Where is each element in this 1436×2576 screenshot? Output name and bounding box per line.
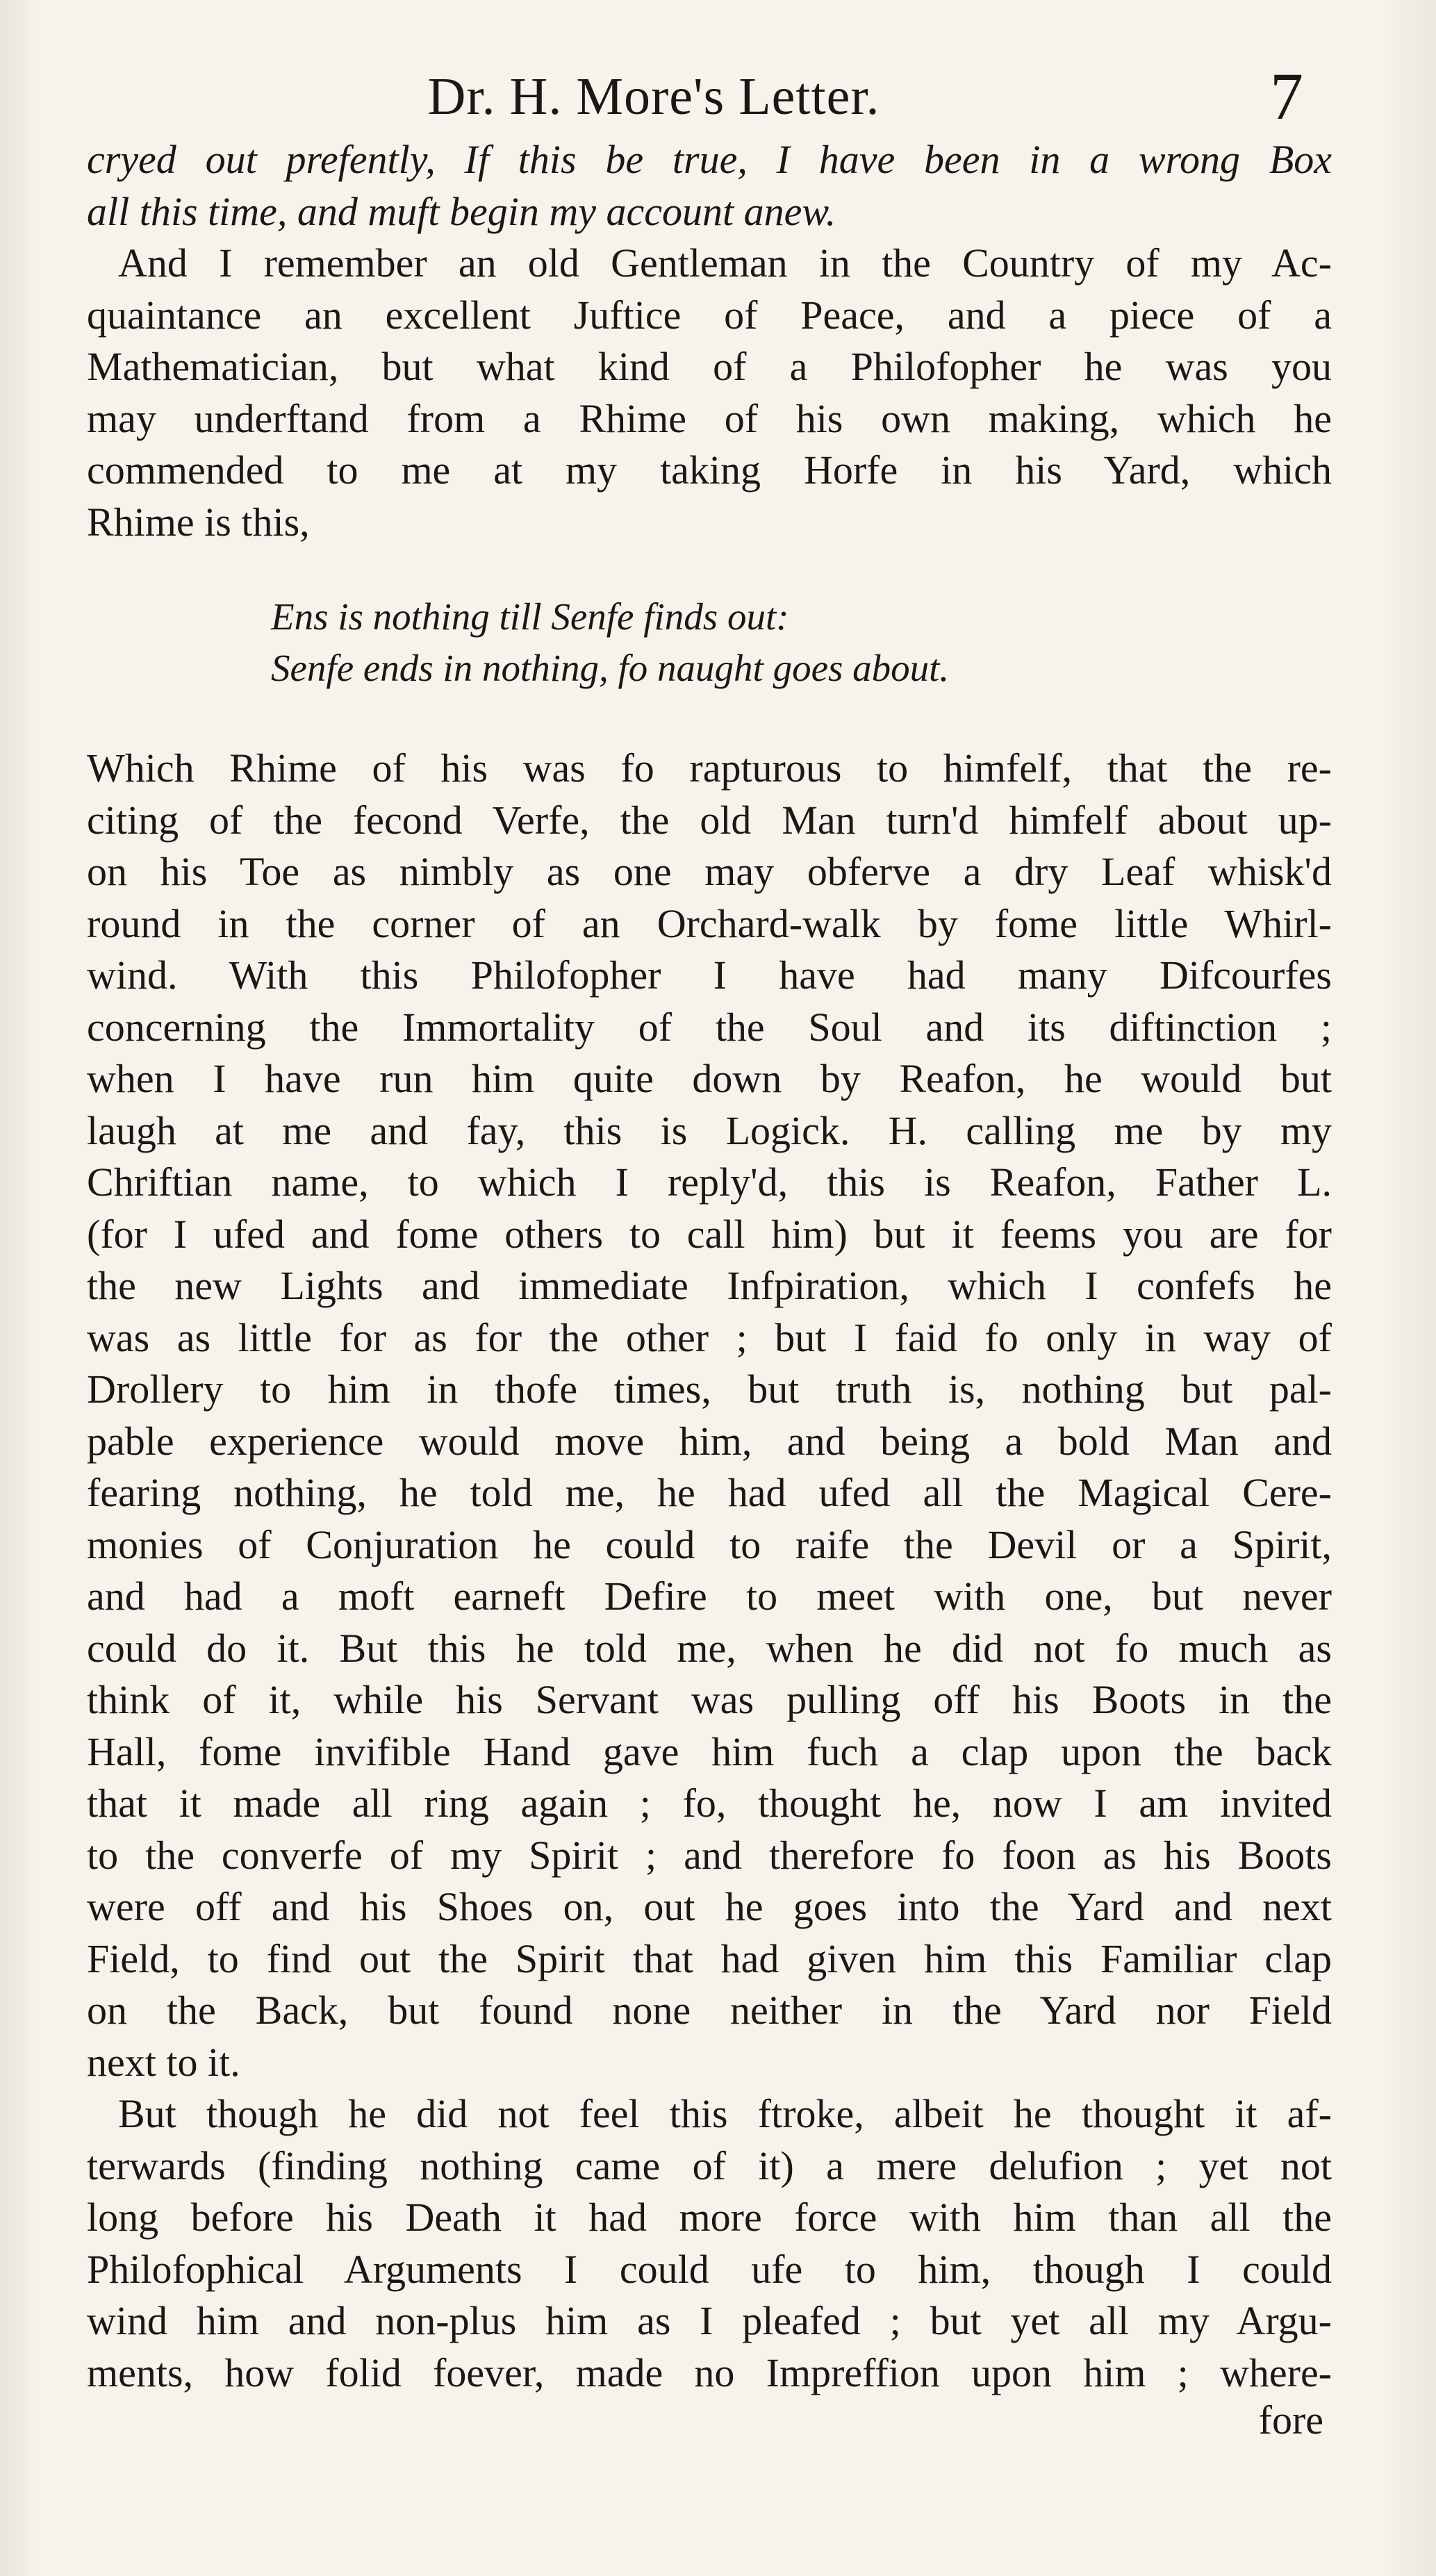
text-line: may underftand from a Rhime of his own making, which he xyxy=(87,395,1332,441)
rhyme-verse xyxy=(271,591,1332,694)
text-line: monies of Conjuration he could to raife the Devil or a Spirit, xyxy=(87,1521,1332,1567)
text-line: (for I ufed and fome others to call him) but it feems you are for xyxy=(87,1211,1332,1257)
text-line: Chriftian name, to which I reply'd, this is Reafon, Father L. xyxy=(87,1159,1332,1205)
verse-line: Ens is nothing till Senfe finds out: xyxy=(271,595,789,638)
text-line: Drollery to him in thofe times, but truth is, nothing but pal- xyxy=(87,1367,1332,1412)
text-line: ments, how folid foever, made no Impreffion upon him ; where- xyxy=(87,2350,1332,2395)
text-line: all this time, and muft begin my account anew. xyxy=(87,188,836,234)
text-line: citing of the fecond Verfe, the old Man turn'd himfelf about up- xyxy=(87,797,1332,843)
text-line: long before his Death it had more force with him than all the xyxy=(87,2195,1332,2240)
text-line: Rhime is this, xyxy=(87,499,310,545)
text-line: the new Lights and immediate Infpiration, which I confefs he xyxy=(87,1263,1332,1308)
text-line: that it made all ring again ; fo, thought he, now I am invited xyxy=(87,1781,1332,1826)
text-line: Mathematician, but what kind of a Philofopher he was you xyxy=(87,344,1332,389)
text-line: fearing nothing, he told me, he had ufed all the Magical Cere- xyxy=(87,1470,1332,1515)
text-line: wind. With this Philofopher I have had many Difcourfes xyxy=(87,952,1332,998)
text-line: was as little for as for the other ; but I faid fo only in way of xyxy=(87,1314,1332,1360)
text-line: think of it, while his Servant was pulling off his Boots in the xyxy=(87,1677,1332,1722)
paragraph-1 xyxy=(87,134,1332,238)
text-line: laugh at me and fay, this is Logick. H. calling me by my xyxy=(87,1107,1332,1153)
text-line: when I have run him quite down by Reafon, he would but xyxy=(87,1056,1332,1101)
text-line: round in the corner of an Orchard-walk by fome little Whirl- xyxy=(87,900,1332,946)
text-line: could do it. But this he told me, when he did not fo much as xyxy=(87,1625,1332,1671)
text-line: And I remember an old Gentleman in the Country of my Ac- xyxy=(118,240,1332,286)
text-line: wind him and non-plus him as I pleafed ; but yet all my Argu- xyxy=(87,2298,1332,2343)
text-line: Field, to find out the Spirit that had given him this Familiar clap xyxy=(87,1935,1332,1981)
text-line: commended to me at my taking Horfe in his Yard, which xyxy=(87,447,1332,493)
text-line: But though he did not feel this ftroke, albeit he thought it af- xyxy=(118,2091,1332,2136)
text-line: Which Rhime of his was fo rapturous to himfelf, that the re- xyxy=(87,745,1332,791)
catchword: fore xyxy=(1258,2397,1323,2443)
verse-line: Senfe ends in nothing, fo naught goes about. xyxy=(271,647,950,689)
text-line: on his Toe as nimbly as one may obferve a dry Leaf whisk'd xyxy=(87,849,1332,894)
text-line: concerning the Immortality of the Soul and its diftinction ; xyxy=(87,1004,1332,1050)
text-line: were off and his Shoes on, out he goes into the Yard and next xyxy=(87,1884,1332,1929)
text-line: terwards (finding nothing came of it) a mere delufion ; yet not xyxy=(87,2142,1332,2188)
page-number: 7 xyxy=(1270,59,1304,133)
page-title: Dr. H. More's Letter. xyxy=(427,67,880,126)
text-line: to the converfe of my Spirit ; and therefore fo foon as his Boots xyxy=(87,1832,1332,1878)
paragraph-4 xyxy=(87,2088,1332,2399)
paragraph-3 xyxy=(87,743,1332,2088)
running-header xyxy=(87,59,1332,134)
text-line: pable experience would move him, and being a bold Man and xyxy=(87,1418,1332,1464)
text-line: cryed out prefently, If this be true, I have been in a wrong Box xyxy=(87,137,1332,182)
text-line: and had a moft earneft Defire to meet with one, but never xyxy=(87,1574,1332,1619)
paragraph-2 xyxy=(87,238,1332,548)
text-line: on the Back, but found none neither in the Yard nor Field xyxy=(87,1988,1332,2033)
text-line: Hall, fome invifible Hand gave him fuch a clap upon the back xyxy=(87,1728,1332,1774)
text-line: Philofophical Arguments I could ufe to him, though I could xyxy=(87,2246,1332,2292)
text-line: next to it. xyxy=(87,2039,240,2085)
text-line: quaintance an excellent Juftice of Peace, and a piece of a xyxy=(87,292,1332,338)
